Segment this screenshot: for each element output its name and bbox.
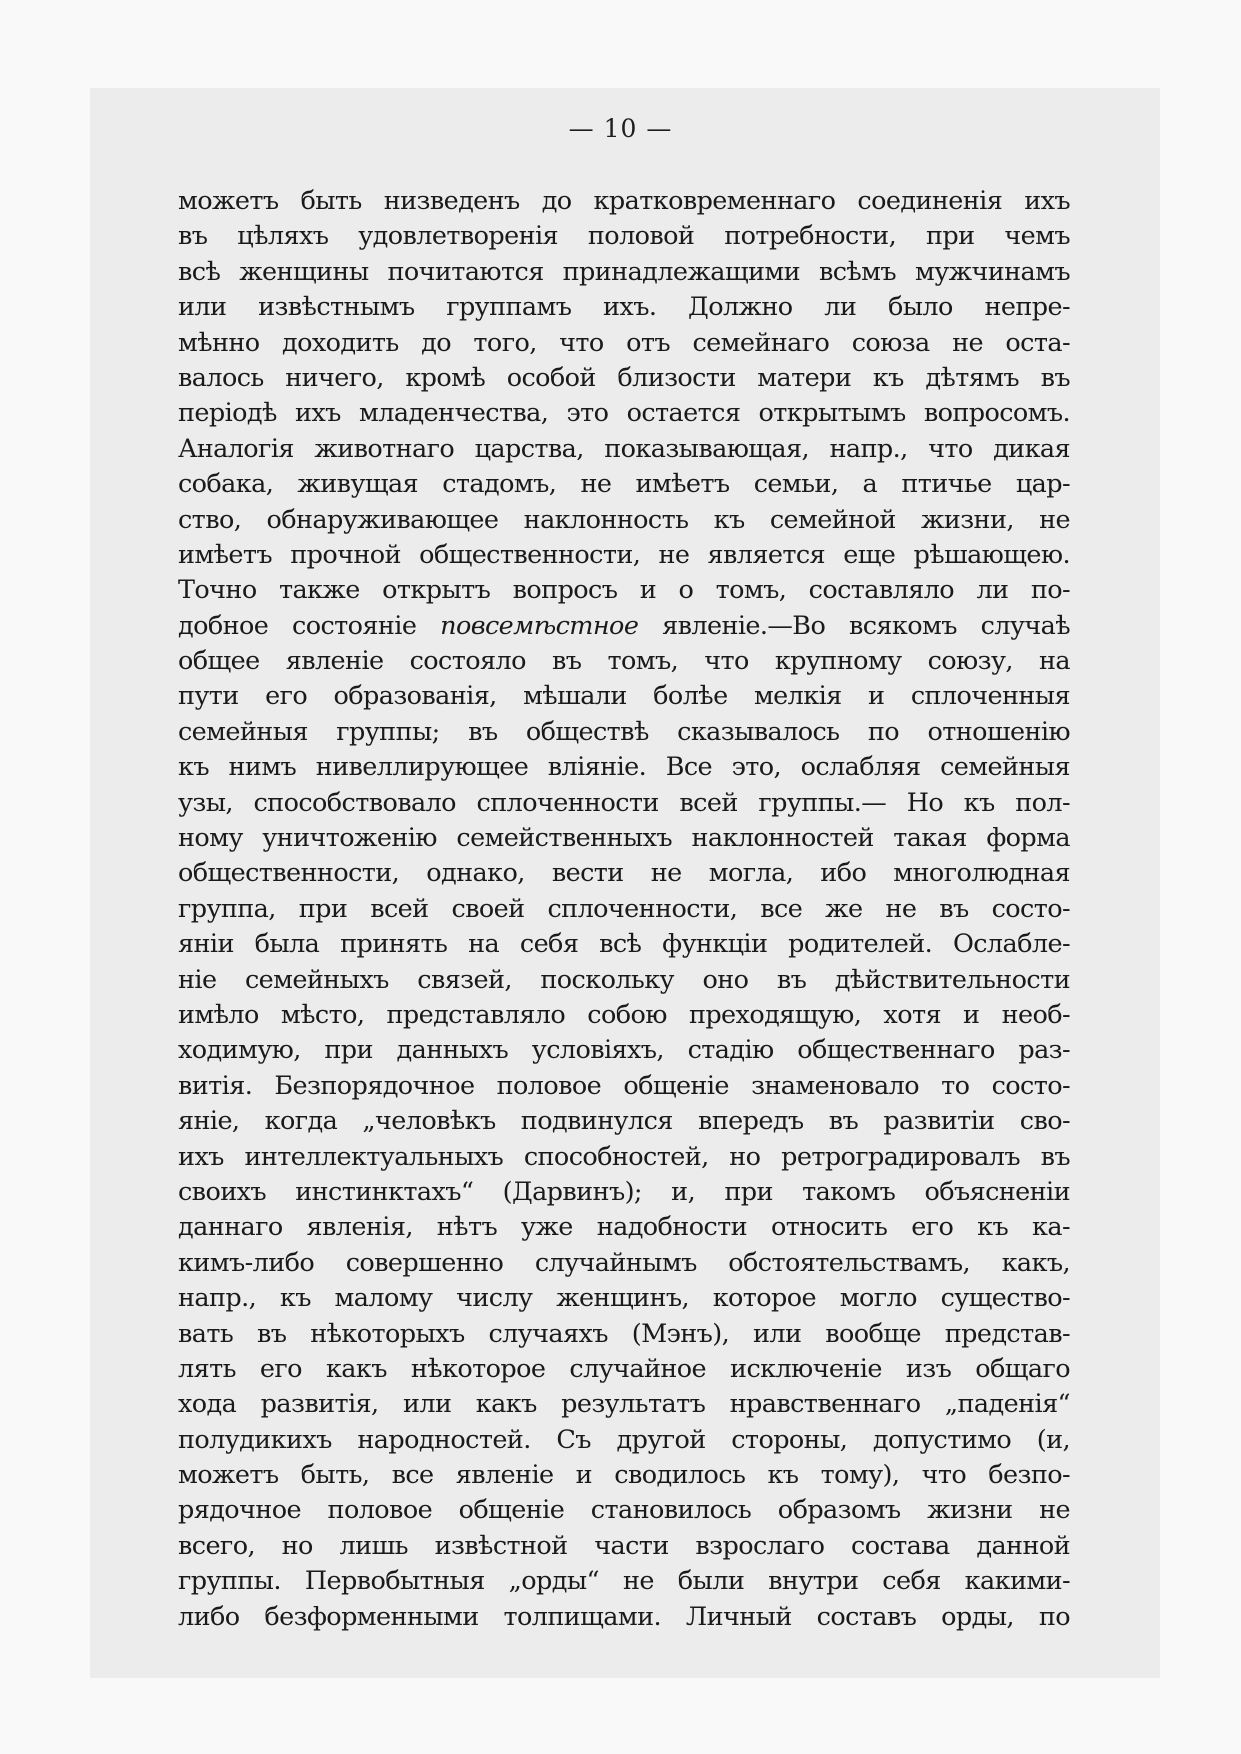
text-line: полудикихъ народностей. Съ другой стороны, допустимо (и,: [178, 1424, 1070, 1455]
text-line: вать въ нѣкоторыхъ случаяхъ (Мэнъ), или вообще представ-: [178, 1318, 1070, 1349]
text-line: [178, 609, 1070, 644]
text-line: Аналогія животнаго царства, показывающая, напр., что дикая: [178, 433, 1070, 464]
text-line: періодѣ ихъ младенчества, это остается открытымъ вопросомъ.: [178, 398, 1070, 429]
text-line: къ нимъ нивеллирующее вліяніе. Все это, ослабляя семейныя: [178, 752, 1070, 783]
body-text: [178, 184, 1070, 1635]
text-line: общее явленіе состояло въ томъ, что крупному союзу, на: [178, 646, 1070, 677]
text-line: хода развитія, или какъ результатъ нравственнаго „паденія“: [178, 1389, 1070, 1420]
text-line: ихъ интеллектуальныхъ способностей, но ретроградировалъ въ: [178, 1141, 1070, 1172]
text-segment: явленіе.—Во всякомъ случаѣ: [638, 610, 1070, 641]
text-line: собака, живущая стадомъ, не имѣетъ семьи, а птичье цар-: [178, 469, 1070, 500]
text-line: ніе семейныхъ связей, поскольку оно въ дѣйствительности: [178, 964, 1070, 995]
text-line: группы. Первобытныя „орды“ не были внутри себя какими-: [178, 1566, 1070, 1597]
text-line: ходимую, при данныхъ условіяхъ, стадію общественнаго раз-: [178, 1035, 1070, 1066]
text-line: мѣнно доходить до того, что отъ семейнаго союза не оста-: [178, 327, 1070, 358]
text-line: яніе, когда „человѣкъ подвинулся впередъ въ развитіи сво-: [178, 1106, 1070, 1137]
text-line: пути его образованія, мѣшали болѣе мелкія и сплоченныя: [178, 681, 1070, 712]
text-line: всего, но лишь извѣстной части взрослаго состава данной: [178, 1530, 1070, 1561]
text-line: можетъ быть, все явленіе и сводилось къ тому), что безпо-: [178, 1460, 1070, 1491]
text-line: яніи была принять на себя всѣ функціи родителей. Ослабле-: [178, 929, 1070, 960]
text-line: ному уничтоженію семейственныхъ наклонностей такая форма: [178, 823, 1070, 854]
text-line: рядочное половое общеніе становилось образомъ жизни не: [178, 1495, 1070, 1526]
text-line: либо безформенными толпищами. Личный составъ орды, по: [178, 1601, 1070, 1632]
text-line: всѣ женщины почитаются принадлежащими всѣмъ мужчинамъ: [178, 256, 1070, 287]
text-line: можетъ быть низведенъ до кратковременнаго соединенія ихъ: [178, 186, 1070, 216]
text-line: въ цѣляхъ удовлетворенія половой потребности, при чемъ: [178, 221, 1070, 252]
text-line: общественности, однако, вести не могла, ибо многолюдная: [178, 858, 1070, 889]
text-line: Точно также открытъ вопросъ и о томъ, составляло ли по-: [178, 575, 1070, 606]
text-line: группа, при всей своей сплоченности, все же не въ состо-: [178, 893, 1070, 924]
text-line: даннаго явленія, нѣтъ уже надобности относить его къ ка-: [178, 1212, 1070, 1243]
text-line: имѣетъ прочной общественности, не является еще рѣшающею.: [178, 539, 1070, 570]
text-line: своихъ инстинктахъ“ (Дарвинъ); и, при такомъ объясненіи: [178, 1176, 1070, 1207]
text-line: ство, обнаруживающее наклонность къ семейной жизни, не: [178, 504, 1070, 535]
text-line: кимъ-либо совершенно случайнымъ обстоятельствамъ, какъ,: [178, 1247, 1070, 1278]
text-segment: добное состояніе: [178, 610, 441, 641]
text-line: имѣло мѣсто, представляло собою преходящую, хотя и необ-: [178, 999, 1070, 1030]
emphasized-word: повсемѣстное: [440, 610, 639, 641]
text-line: валось ничего, кромѣ особой близости матери къ дѣтямъ въ: [178, 362, 1070, 393]
text-line: семейныя группы; въ обществѣ сказывалось по отношенію: [178, 716, 1070, 747]
page-number: — 10 —: [568, 114, 673, 143]
text-line: витія. Безпорядочное половое общеніе знаменовало то состо-: [178, 1070, 1070, 1101]
text-line: напр., къ малому числу женщинъ, которое могло существо-: [178, 1283, 1070, 1314]
text-line: лять его какъ нѣкоторое случайное исключеніе изъ общаго: [178, 1353, 1070, 1384]
text-line: узы, способствовало сплоченности всей группы.— Но къ пол-: [178, 787, 1070, 818]
text-line: или извѣстнымъ группамъ ихъ. Должно ли было непре-: [178, 292, 1070, 323]
